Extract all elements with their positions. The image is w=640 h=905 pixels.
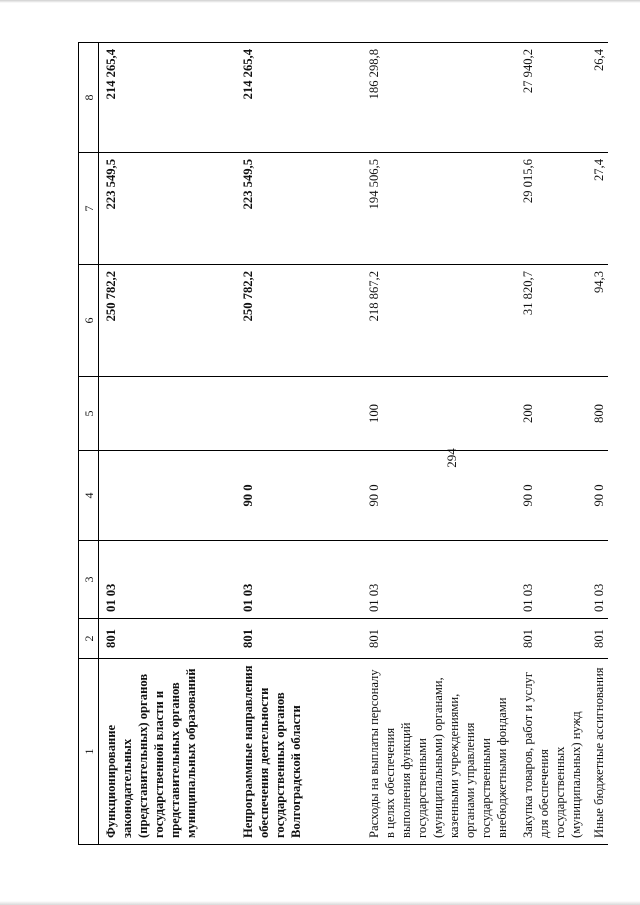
cell-col-2: 801 [586, 619, 608, 659]
cell-col-6: 31 820,7 [510, 265, 586, 377]
row-name: Иные бюджетные ассигнования [586, 659, 608, 845]
cell-col-6: 94,3 [586, 265, 608, 377]
cell-col-3: 01 03 [231, 541, 358, 619]
cell-col-4: 90 0 [231, 451, 358, 541]
cell-col-4: 90 0 [510, 451, 586, 541]
header-row [79, 43, 99, 845]
header-col-8: 8 [79, 43, 99, 153]
budget-table [78, 42, 608, 845]
cell-col-6: 218 867,2 [358, 265, 510, 377]
header-col-4: 4 [79, 451, 99, 541]
row-name: Закупка товаров, работ и услуг для обеспечения государственных (муниципальных) нужд [510, 659, 586, 845]
cell-col-5: 100 [358, 377, 510, 451]
table-row [231, 43, 358, 845]
cell-col-3: 01 03 [358, 541, 510, 619]
cell-col-8: 26,4 [586, 43, 608, 153]
cell-col-8: 214 265,4 [231, 43, 358, 153]
table-row [99, 43, 232, 845]
cell-col-6: 250 782,2 [231, 265, 358, 377]
rotated-document-page [78, 28, 640, 888]
table-row [586, 43, 608, 845]
table-body [99, 43, 609, 845]
table-row [510, 43, 586, 845]
cell-col-5 [231, 377, 358, 451]
cell-col-7: 29 015,6 [510, 153, 586, 265]
row-name: Функционирование законодательных (представительных) органов государственной власти и представительных органов муниципальных образований [99, 659, 232, 845]
header-col-5: 5 [79, 377, 99, 451]
cell-col-2: 801 [510, 619, 586, 659]
cell-col-2: 801 [358, 619, 510, 659]
cell-col-4 [99, 451, 232, 541]
cell-col-7: 27,4 [586, 153, 608, 265]
cell-col-7: 223 549,5 [99, 153, 232, 265]
header-col-6: 6 [79, 265, 99, 377]
page-number: 294 [444, 448, 459, 468]
cell-col-2: 801 [99, 619, 232, 659]
scan-edge-bottom [0, 901, 640, 905]
cell-col-8: 186 298,8 [358, 43, 510, 153]
cell-col-7: 194 506,5 [358, 153, 510, 265]
row-name: Расходы на выплаты персоналу в целях обеспечения выполнения функций государственными (муниципальными) органами, казенными учреждениями, органами управления государственными внебюджетными фондами [358, 659, 510, 845]
table-row [358, 43, 510, 845]
cell-col-8: 27 940,2 [510, 43, 586, 153]
cell-col-8: 214 265,4 [99, 43, 232, 153]
cell-col-3: 01 03 [510, 541, 586, 619]
cell-col-4: 90 0 [586, 451, 608, 541]
header-col-1: 1 [79, 659, 99, 845]
cell-col-4: 90 0 [358, 451, 510, 541]
header-col-7: 7 [79, 153, 99, 265]
cell-col-3: 01 03 [99, 541, 232, 619]
cell-col-5: 800 [586, 377, 608, 451]
cell-col-2: 801 [231, 619, 358, 659]
row-name: Непрограммные направления обеспечения деятельности государственных органов Волгоградской области [231, 659, 358, 845]
cell-col-5: 200 [510, 377, 586, 451]
cell-col-5 [99, 377, 232, 451]
cell-col-6: 250 782,2 [99, 265, 232, 377]
header-col-2: 2 [79, 619, 99, 659]
header-col-3: 3 [79, 541, 99, 619]
scan-edge-top [0, 0, 640, 3]
cell-col-7: 223 549,5 [231, 153, 358, 265]
cell-col-3: 01 03 [586, 541, 608, 619]
table-header [79, 43, 99, 845]
